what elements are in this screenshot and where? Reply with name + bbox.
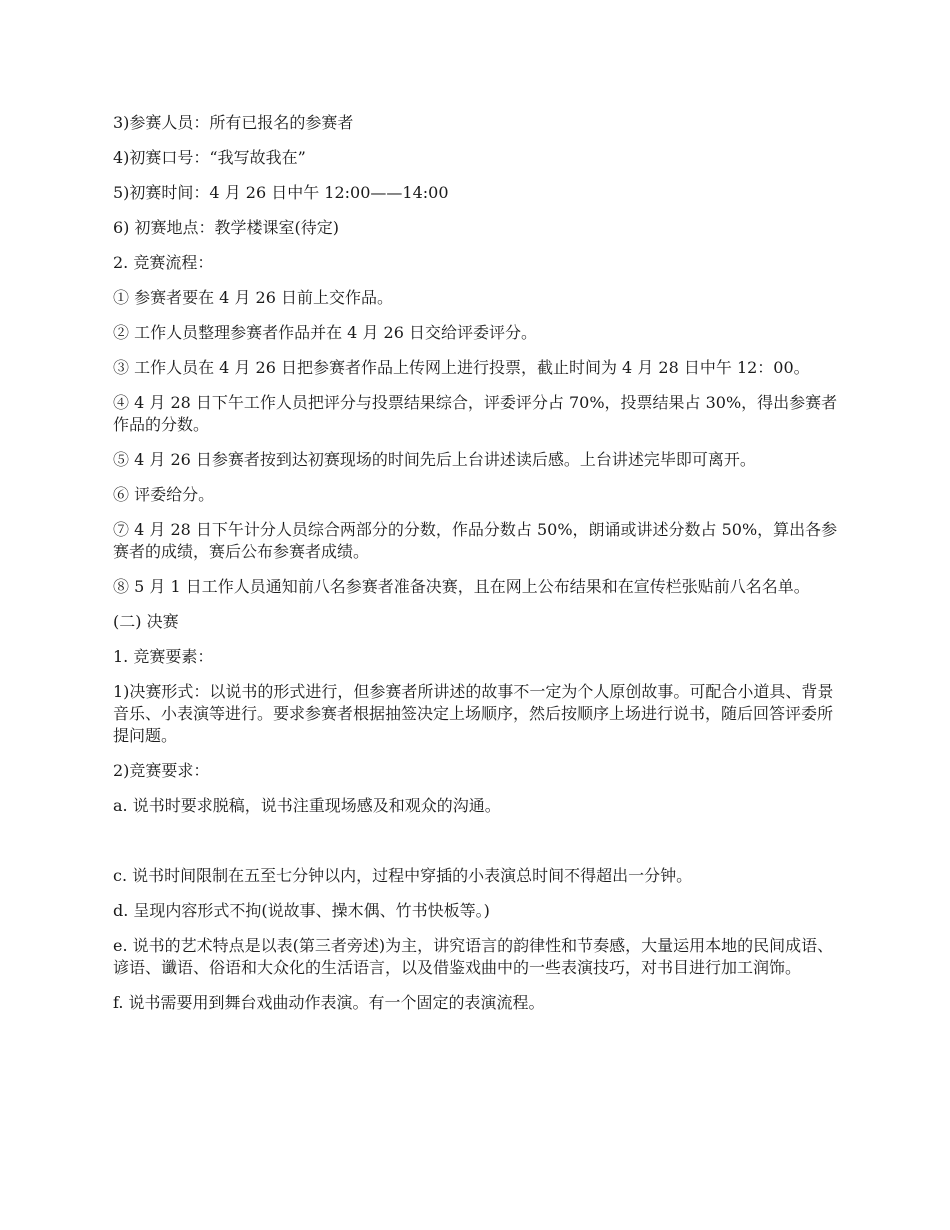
requirement-e: e. 说书的艺术特点是以表(第三者旁述)为主，讲究语言的韵律性和节奏感，大量运用本地的民间成语、谚语、谶语、俗语和大众化的生活语言，以及借鉴戏曲中的一些表演技巧，对书目进行加工润饰。 [113,936,834,977]
document-body [113,112,843,1027]
process-step-1: ① 参赛者要在 4 月 26 日前上交作品。 [113,288,393,307]
final-format-paragraph: 1)决赛形式：以说书的形式进行，但参赛者所讲述的故事不一定为个人原创故事。可配合小道具、背景音乐、小表演等进行。要求参赛者根据抽签决定上场顺序，然后按顺序上场进行说书，随后回答评委所提问题。 [113,682,834,745]
process-step-8: ⑧ 5 月 1 日工作人员通知前八名参赛者准备决赛，且在网上公布结果和在宣传栏张贴前八名名单。 [113,577,810,596]
requirement-d: d. 呈现内容形式不拘(说故事、操木偶、竹书快板等。) [113,901,490,920]
requirement-f: f. 说书需要用到舞台戏曲动作表演。有一个固定的表演流程。 [113,993,545,1012]
participants-line: 3)参赛人员：所有已报名的参赛者 [113,113,354,132]
process-heading: 2. 竞赛流程： [113,253,214,272]
process-step-4: ④ 4 月 28 日下午工作人员把评分与投票结果综合，评委评分占 70%，投票结果占 30%，得出参赛者作品的分数。 [113,393,838,434]
final-section-heading: (二) 决赛 [113,612,179,631]
prelim-time-line: 5)初赛时间：4 月 26 日中午 12:00——14:00 [113,183,449,202]
prelim-location-line: 6) 初赛地点：教学楼课室(待定) [113,218,339,237]
final-requirements-heading: 2)竞赛要求： [113,761,210,780]
requirement-c: c. 说书时间限制在五至七分钟以内，过程中穿插的小表演总时间不得超出一分钟。 [113,866,693,885]
blank-gap [113,830,843,865]
slogan-line: 4)初赛口号：“我写故我在” [113,148,306,167]
process-step-7: ⑦ 4 月 28 日下午计分人员综合两部分的分数，作品分数占 50%，朗诵或讲述分数占 50%，算出各参赛者的成绩，赛后公布参赛者成绩。 [113,520,838,561]
process-step-3: ③ 工作人员在 4 月 26 日把参赛者作品上传网上进行投票，截止时间为 4 月 28 日中午 12：00。 [113,358,810,377]
requirement-a: a. 说书时要求脱稿，说书注重现场感及和观众的沟通。 [113,796,501,815]
process-step-2: ② 工作人员整理参赛者作品并在 4 月 26 日交给评委评分。 [113,323,537,342]
process-step-6: ⑥ 评委给分。 [113,485,215,504]
final-elements-heading: 1. 竞赛要素： [113,647,214,666]
process-step-5: ⑤ 4 月 26 日参赛者按到达初赛现场的时间先后上台讲述读后感。上台讲述完毕即可离开。 [113,450,756,469]
